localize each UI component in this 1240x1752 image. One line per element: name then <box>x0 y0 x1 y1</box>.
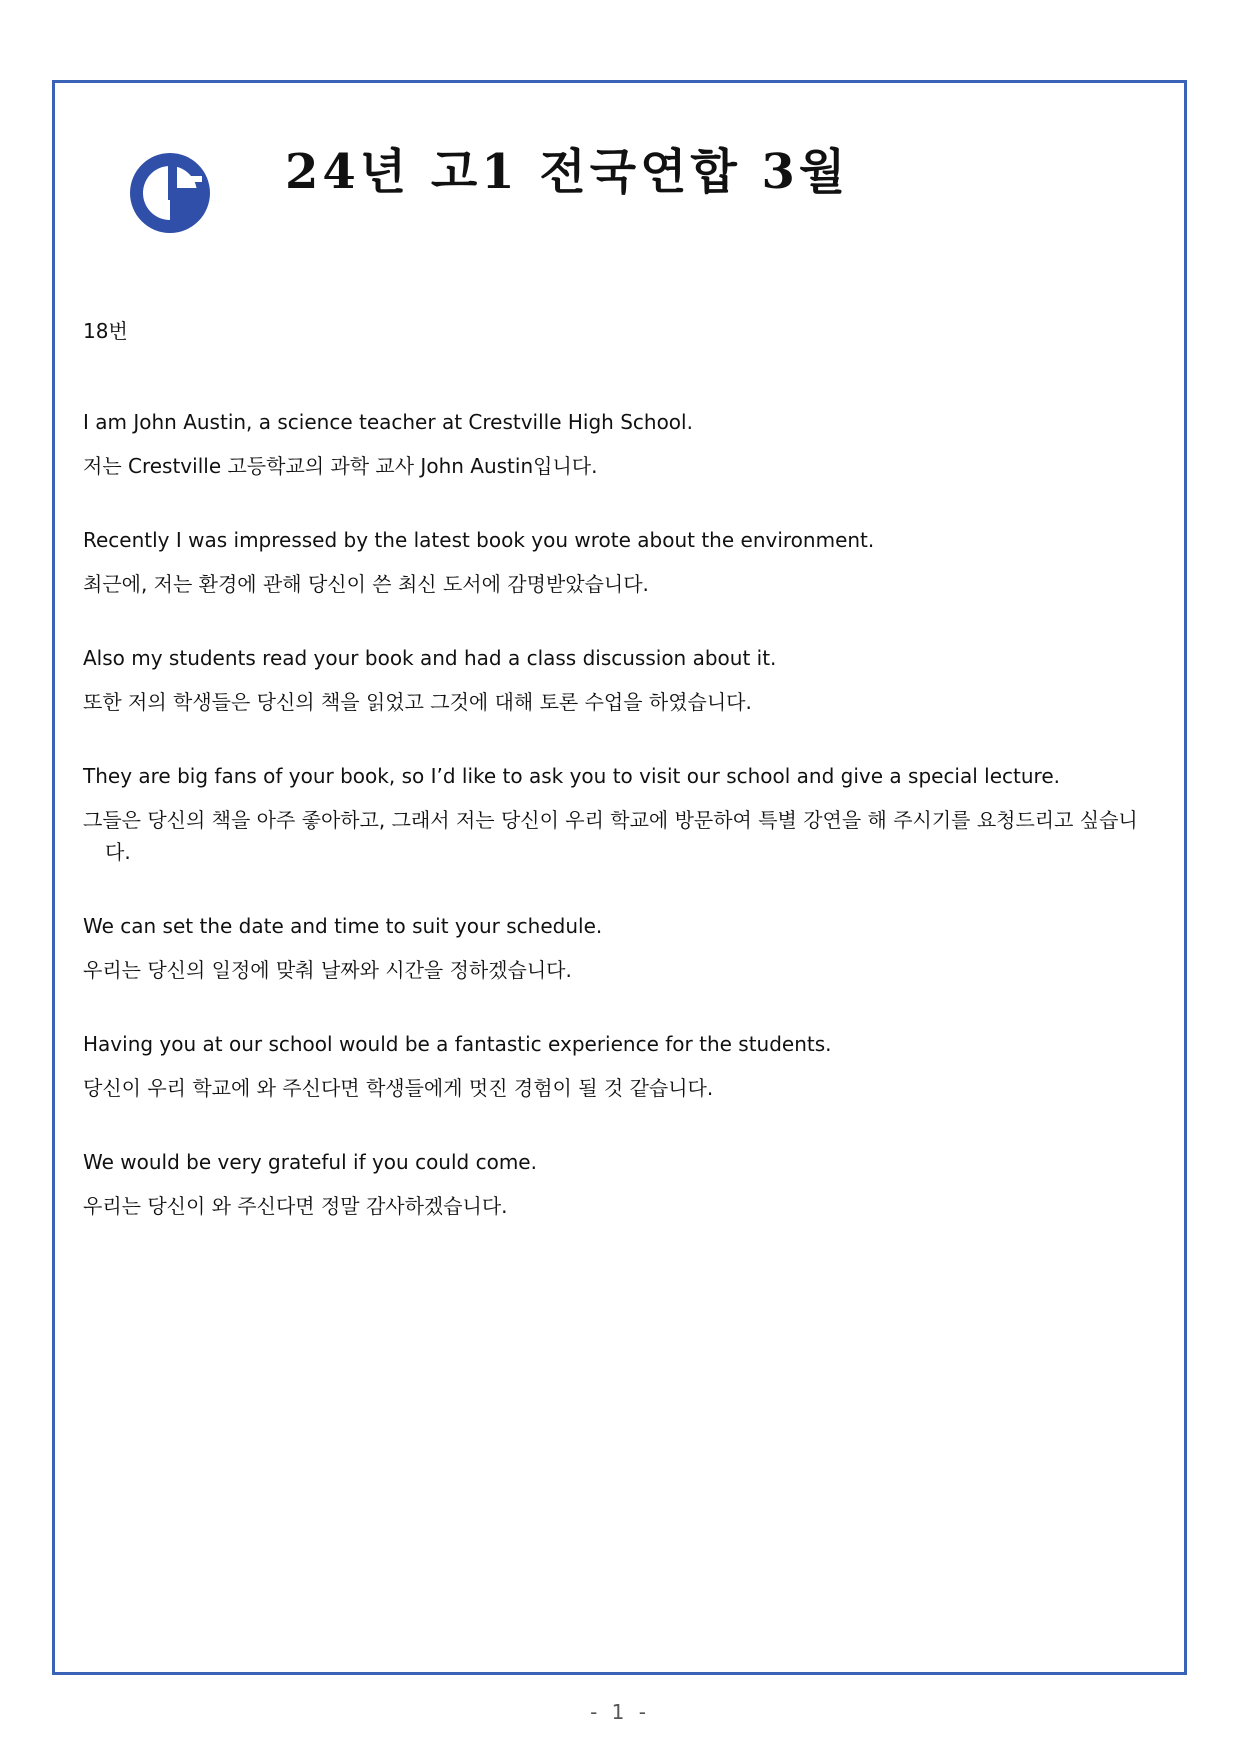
korean-translation: 최근에, 저는 환경에 관해 당신이 쓴 최신 도서에 감명받았습니다. <box>83 572 649 596</box>
page-frame <box>52 80 1187 1675</box>
english-sentence: We would be very grateful if you could come. <box>83 1150 537 1174</box>
sentence-pair <box>83 1146 1158 1222</box>
korean-translation: 저는 Crestville 고등학교의 과학 교사 John Austin입니다. <box>83 454 598 478</box>
korean-translation: 그들은 당신의 책을 아주 좋아하고, 그래서 저는 당신이 우리 학교에 방문하여 특별 강연을 해 주시기를 요청드리고 싶습니다. <box>83 808 1138 864</box>
sentence-pair <box>83 406 1158 482</box>
sentence-pair <box>83 1028 1158 1104</box>
question-number: 18번 <box>83 319 128 343</box>
korean-translation: 우리는 당신이 와 주신다면 정말 감사하겠습니다. <box>83 1194 508 1218</box>
english-sentence: We can set the date and time to suit your schedule. <box>83 914 603 938</box>
sentence-pair <box>83 910 1158 986</box>
sentence-pair <box>83 760 1158 868</box>
korean-translation: 당신이 우리 학교에 와 주신다면 학생들에게 멋진 경험이 될 것 같습니다. <box>83 1076 714 1100</box>
page-title: 24년 고1 전국연합 3월 <box>285 144 850 200</box>
english-sentence: Having you at our school would be a fantastic experience for the students. <box>83 1032 832 1056</box>
korean-translation: 또한 저의 학생들은 당신의 책을 읽었고 그것에 대해 토론 수업을 하였습니다. <box>83 690 752 714</box>
english-sentence: I am John Austin, a science teacher at Crestville High School. <box>83 410 693 434</box>
page-number: - 1 - <box>590 1700 650 1724</box>
english-sentence: Recently I was impressed by the latest book you wrote about the environment. <box>83 528 875 552</box>
sentence-pair <box>83 642 1158 718</box>
english-sentence: Also my students read your book and had a class discussion about it. <box>83 646 777 670</box>
korean-translation: 우리는 당신의 일정에 맞춰 날짜와 시간을 정하겠습니다. <box>83 958 572 982</box>
sentence-pair <box>83 524 1158 600</box>
document-body <box>83 315 1158 1264</box>
english-sentence: They are big fans of your book, so I’d like to ask you to visit our school and give a special lecture. <box>83 764 1060 788</box>
school-logo-icon <box>125 148 215 238</box>
